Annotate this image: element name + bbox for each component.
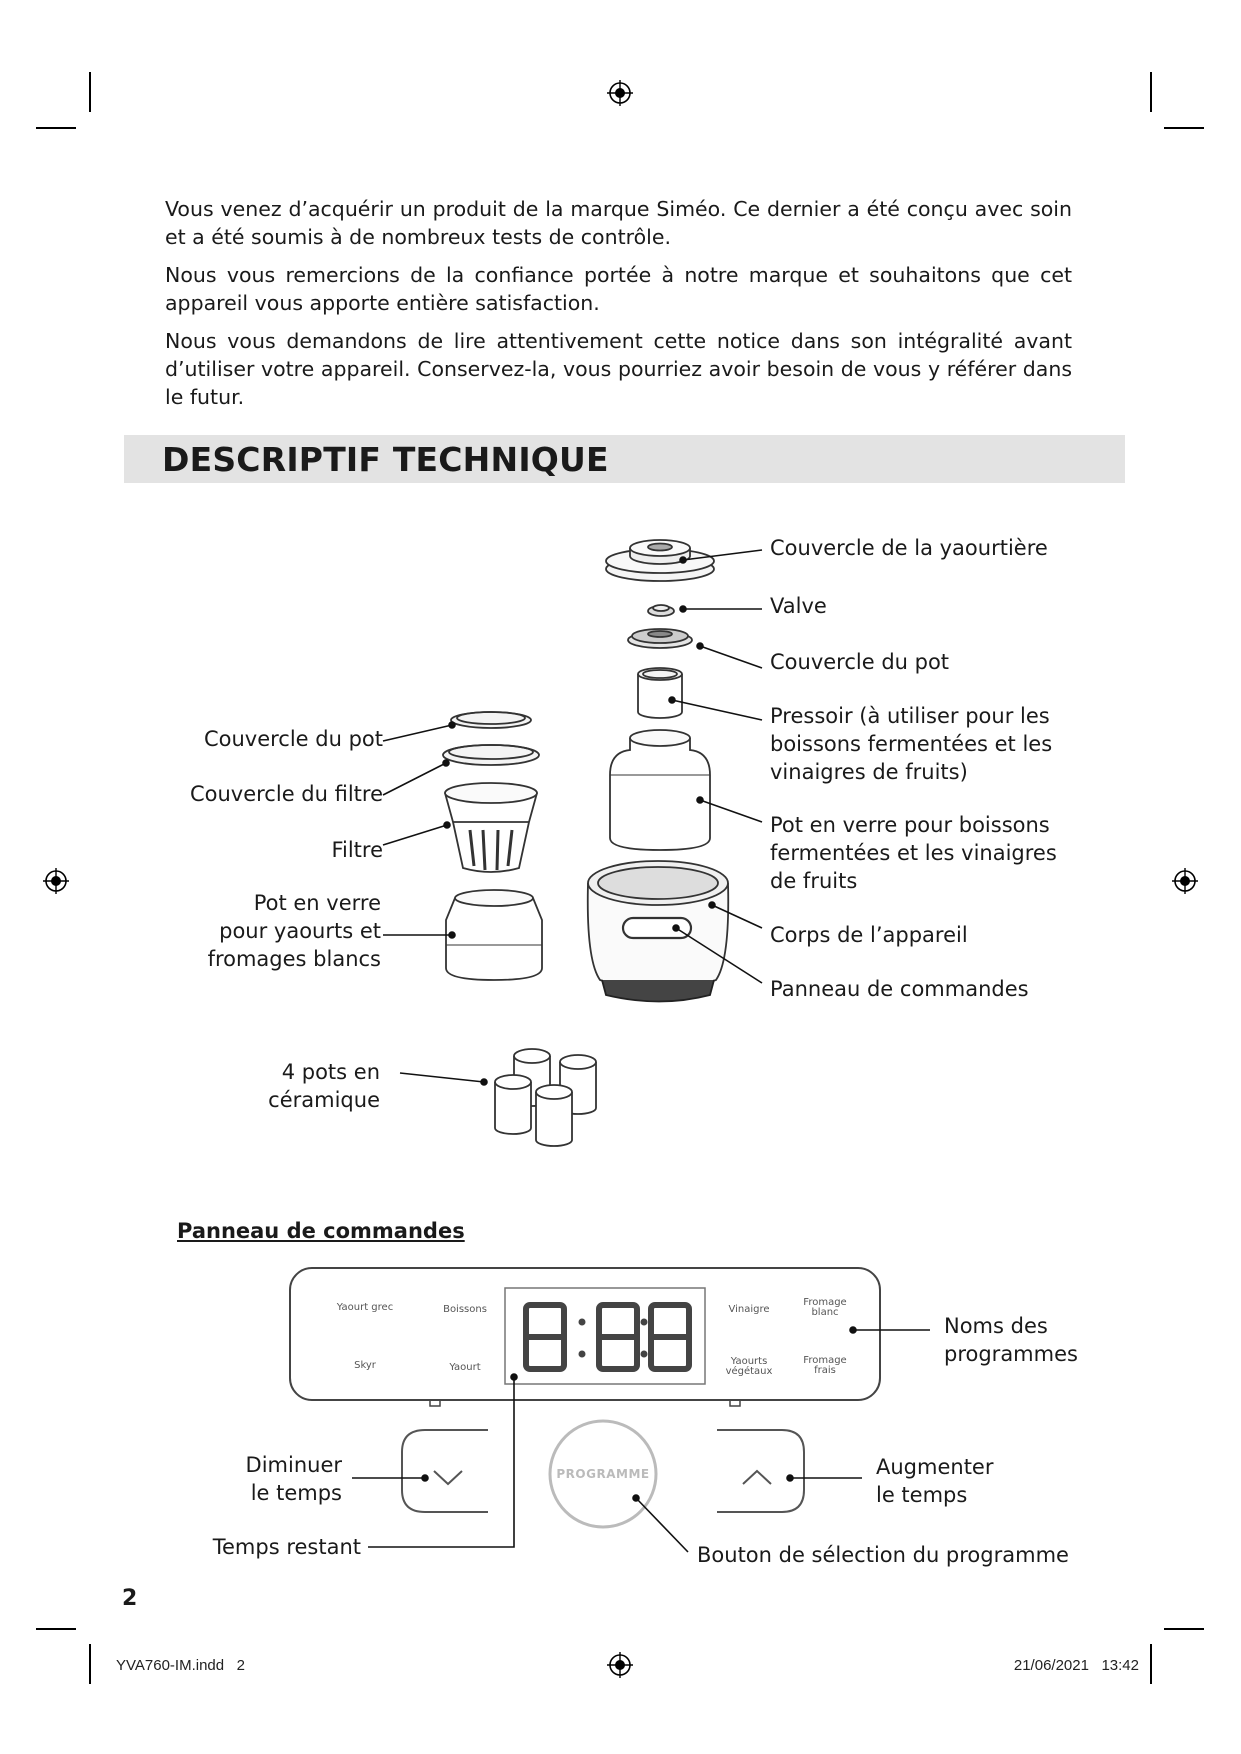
intro-paragraph: Nous vous remercions de la confiance portée à notre marque et souhaitons que cet appareil vous apporte entière satisfaction. <box>165 263 1072 315</box>
label-appliance-body: Corps de l’appareil <box>770 923 968 947</box>
page-number: 2 <box>122 1586 138 1611</box>
program-yaourt-grec[interactable]: Yaourt grec <box>336 1302 394 1313</box>
label-control-panel: Panneau de commandes <box>770 977 1029 1001</box>
intro-paragraph: Vous venez d’acquérir un produit de la marque Siméo. Ce dernier a été conçu avec soin et a été soumis à de nombreux tests de contrôle. <box>165 197 1072 249</box>
footer-date: 21/06/2021 13:42 <box>1013 1657 1139 1674</box>
label-program-select: Bouton de sélection du programme <box>697 1543 1069 1567</box>
program-boissons[interactable]: Boissons <box>443 1304 487 1315</box>
label-increase-time: Augmenter le temps <box>876 1455 994 1507</box>
label-filter: Filtre <box>331 838 383 862</box>
label-decrease-time: Diminuer le temps <box>245 1453 342 1505</box>
label-filter-lid: Couvercle du filtre <box>189 782 383 806</box>
label-glass-pot-yogurt: Pot en verre pour yaourts et fromages blancs <box>207 891 381 971</box>
control-panel-heading: Panneau de commandes <box>177 1219 465 1243</box>
program-fromage-blanc[interactable]: Fromage blanc <box>803 1297 847 1318</box>
intro-paragraph: Nous vous demandons de lire attentivement cette notice dans son intégralité avant d’utiliser votre appareil. Conservez-la, vous pourriez avoir besoin de vous y référer dans le futur. <box>165 329 1072 409</box>
label-time-left: Temps restant <box>212 1535 361 1559</box>
label-glass-pot-fermented: Pot en verre pour boissons fermentées et les vinaigres de fruits <box>770 813 1057 893</box>
section-title: DESCRIPTIF TECHNIQUE <box>162 440 609 479</box>
program-fromage-frais[interactable]: Fromage frais <box>803 1355 847 1376</box>
label-press: Pressoir (à utiliser pour les boissons fermentées et les vinaigres de fruits) <box>770 704 1053 784</box>
program-yaourts-vegetaux[interactable]: Yaourts végétaux <box>725 1356 773 1377</box>
label-ceramic-pots: 4 pots en céramique <box>268 1060 380 1112</box>
program-skyr[interactable]: Skyr <box>354 1360 376 1371</box>
label-valve: Valve <box>770 594 827 618</box>
label-program-names: Noms des programmes <box>944 1314 1078 1366</box>
label-pot-lid-right: Couvercle du pot <box>770 650 950 674</box>
program-vinaigre[interactable]: Vinaigre <box>728 1304 770 1315</box>
decrease-time-button[interactable] <box>398 1420 492 1514</box>
increase-time-button[interactable] <box>715 1420 809 1514</box>
footer-file: YVA760-IM.indd 2 <box>116 1657 245 1674</box>
programme-button[interactable]: PROGRAMME <box>556 1467 650 1481</box>
program-yaourt[interactable]: Yaourt <box>449 1362 481 1373</box>
label-pot-lid-left: Couvercle du pot <box>203 727 383 751</box>
label-yogurt-maker-lid: Couvercle de la yaourtière <box>770 536 1048 560</box>
